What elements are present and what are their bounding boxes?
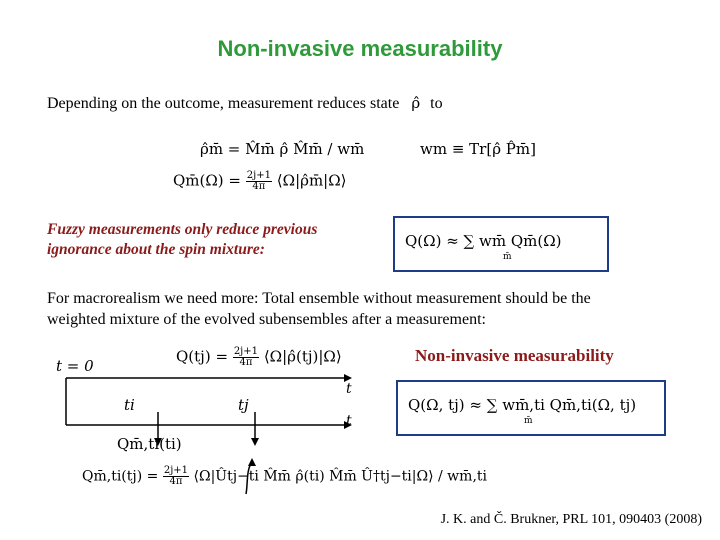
equation-subensemble-evolution — [82, 466, 487, 487]
equation-q-tj-lhs: Q(tj) = — [176, 347, 229, 366]
non-invasive-header: Non-invasive measurability — [415, 346, 614, 365]
equation-bottom-lhs: Qm̄,ti(tj) = — [82, 468, 159, 485]
macro-line-1: For macrorealism we need more: Total ensemble without measurement should be the — [47, 290, 591, 307]
equation-box-non-invasive — [396, 380, 666, 436]
page-title: Non-invasive measurability — [217, 36, 503, 61]
equation-q-tj — [176, 347, 342, 368]
equation-bottom-fraction — [163, 466, 189, 487]
fraction-denominator: 4π — [252, 181, 266, 192]
equation-non-invasive: Q(Ω, tj) ≈ ∑ wm̄,ti Qm̄,ti(Ω, tj) — [408, 396, 637, 414]
fraction-numerator: 2j+1 — [163, 465, 189, 476]
equation-mixture: Q(Ω) ≈ ∑ wm̄ Qm̄(Ω) — [405, 232, 562, 250]
fuzzy-line-2: ignorance about the spin mixture: — [47, 241, 265, 258]
rho-symbol: ρ̂ — [411, 94, 421, 112]
arrow-up-connector — [248, 458, 256, 466]
ti-label: ti — [124, 396, 135, 414]
equation-rho-m: ρ̂m̄ = M̂m̄ ρ̂ M̂m̄ / wm̄ — [200, 140, 365, 158]
equation-q-tj-rhs: ⟨Ω|ρ̂(tj)|Ω⟩ — [263, 347, 342, 366]
t-label-top: t — [346, 381, 352, 397]
equation-q-m-lhs: Qm̄(Ω) = — [173, 171, 241, 190]
equation-w-m: wm ≡ Tr[ρ̂ P̂m̄] — [420, 140, 536, 158]
sum-index: m̄ — [503, 252, 512, 262]
t-zero-label: t = 0 — [56, 357, 94, 375]
sum-index: m̄ — [524, 416, 533, 426]
equation-q-ti: Qm̄,ti(ti) — [117, 435, 182, 453]
intro-to: to — [430, 95, 443, 112]
fraction-numerator: 2j+1 — [246, 170, 271, 181]
macro-line-2: weighted mixture of the evolved subensembles after a measurement: — [47, 311, 486, 328]
fraction-denominator: 4π — [169, 476, 183, 487]
arrow-down-tj — [251, 438, 259, 446]
fraction-numerator: 2j+1 — [233, 346, 259, 357]
intro-sentence: Depending on the outcome, measurement reduces state — [47, 95, 400, 112]
tj-label: tj — [238, 396, 249, 414]
t-label-bottom: t — [346, 413, 352, 429]
equation-q-m-rhs: ⟨Ω|ρ̂m̄|Ω⟩ — [276, 171, 347, 190]
equation-q-tj-fraction — [233, 347, 259, 368]
fraction-denominator: 4π — [239, 357, 253, 368]
citation: J. K. and Č. Brukner, PRL 101, 090403 (2008) — [440, 512, 702, 527]
equation-bottom-rhs: ⟨Ω|Ûtj−ti M̂m̄ ρ̂(ti) M̂m̄ Û†tj−ti|Ω⟩ / wm̄,ti — [193, 468, 487, 485]
fuzzy-line-1: Fuzzy measurements only reduce previous — [47, 221, 318, 238]
